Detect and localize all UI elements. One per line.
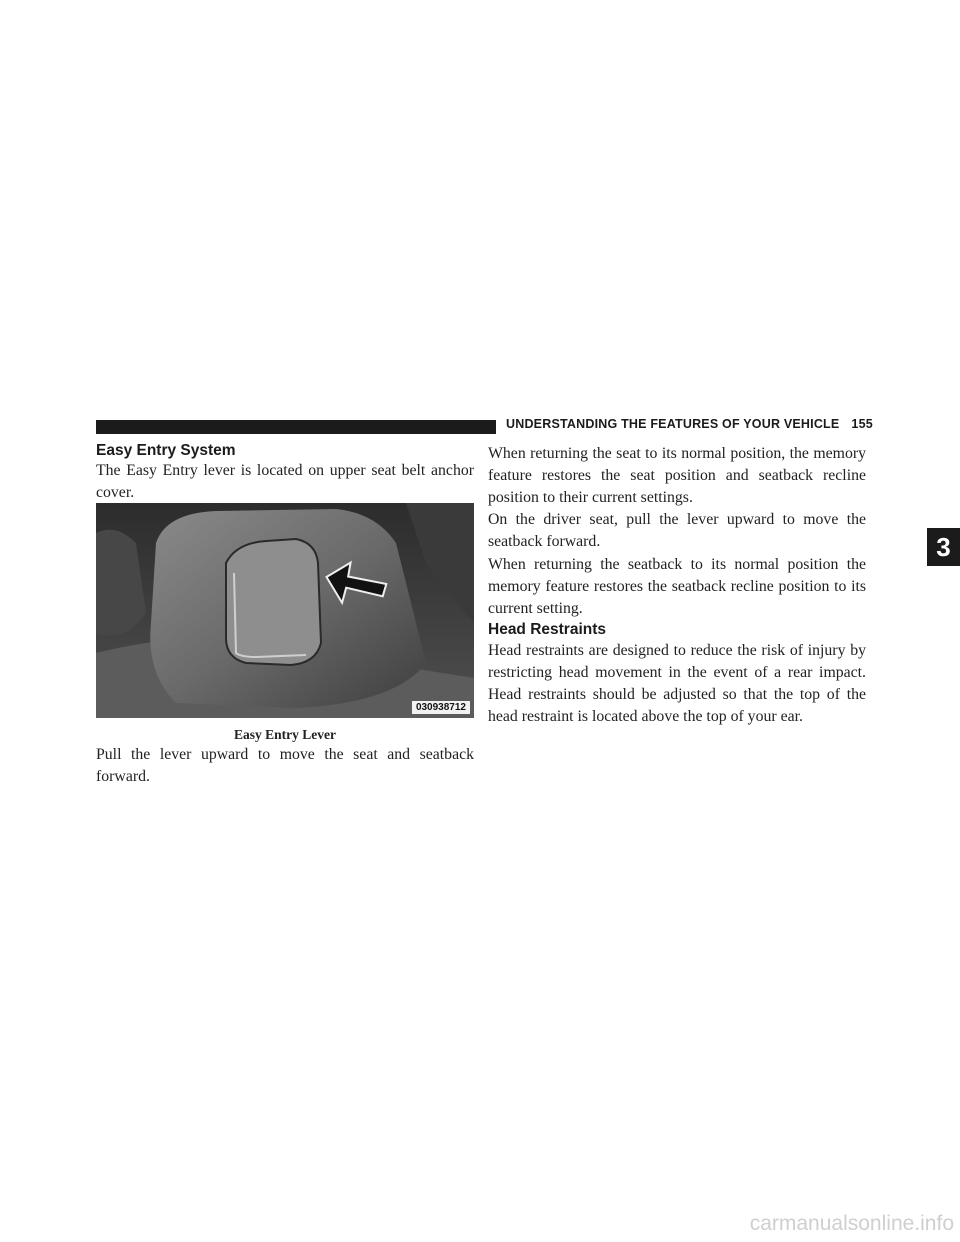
section-title: UNDERSTANDING THE FEATURES OF YOUR VEHICLE (506, 417, 840, 431)
seat-illustration (96, 503, 474, 718)
heading-easy-entry-system: Easy Entry System (96, 442, 236, 459)
page-number: 155 (851, 417, 873, 431)
chapter-tab: 3 (927, 528, 960, 566)
paragraph-pull-lever: Pull the lever upward to move the seat and seatback forward. (96, 746, 474, 785)
running-header (506, 417, 873, 431)
paragraph-easy-entry-intro: The Easy Entry lever is located on upper seat belt anchor cover. (96, 462, 474, 501)
figure-code: 030938712 (412, 701, 470, 714)
paragraph-returning-seat: When returning the seat to its normal position, the memory feature restores the seat position and seatback recline position to their current settings. (488, 445, 866, 506)
watermark: carmanualsonline.info (749, 1212, 954, 1235)
figure-caption: Easy Entry Lever (234, 727, 336, 742)
heading-head-restraints: Head Restraints (488, 621, 607, 638)
paragraph-head-restraints: Head restraints are designed to reduce the risk of injury by restricting head movement in the event of a rear impact. Head restraints should be adjusted so that the top of the head restraint is located above the top of your ear. (488, 642, 866, 725)
paragraph-driver-seat: On the driver seat, pull the lever upward to move the seatback forward. (488, 511, 866, 550)
figure-easy-entry-lever (96, 503, 474, 718)
header-rule (96, 420, 496, 434)
paragraph-returning-seatback: When returning the seatback to its normal position the memory feature restores the seatback recline position to its current setting. (488, 556, 866, 617)
